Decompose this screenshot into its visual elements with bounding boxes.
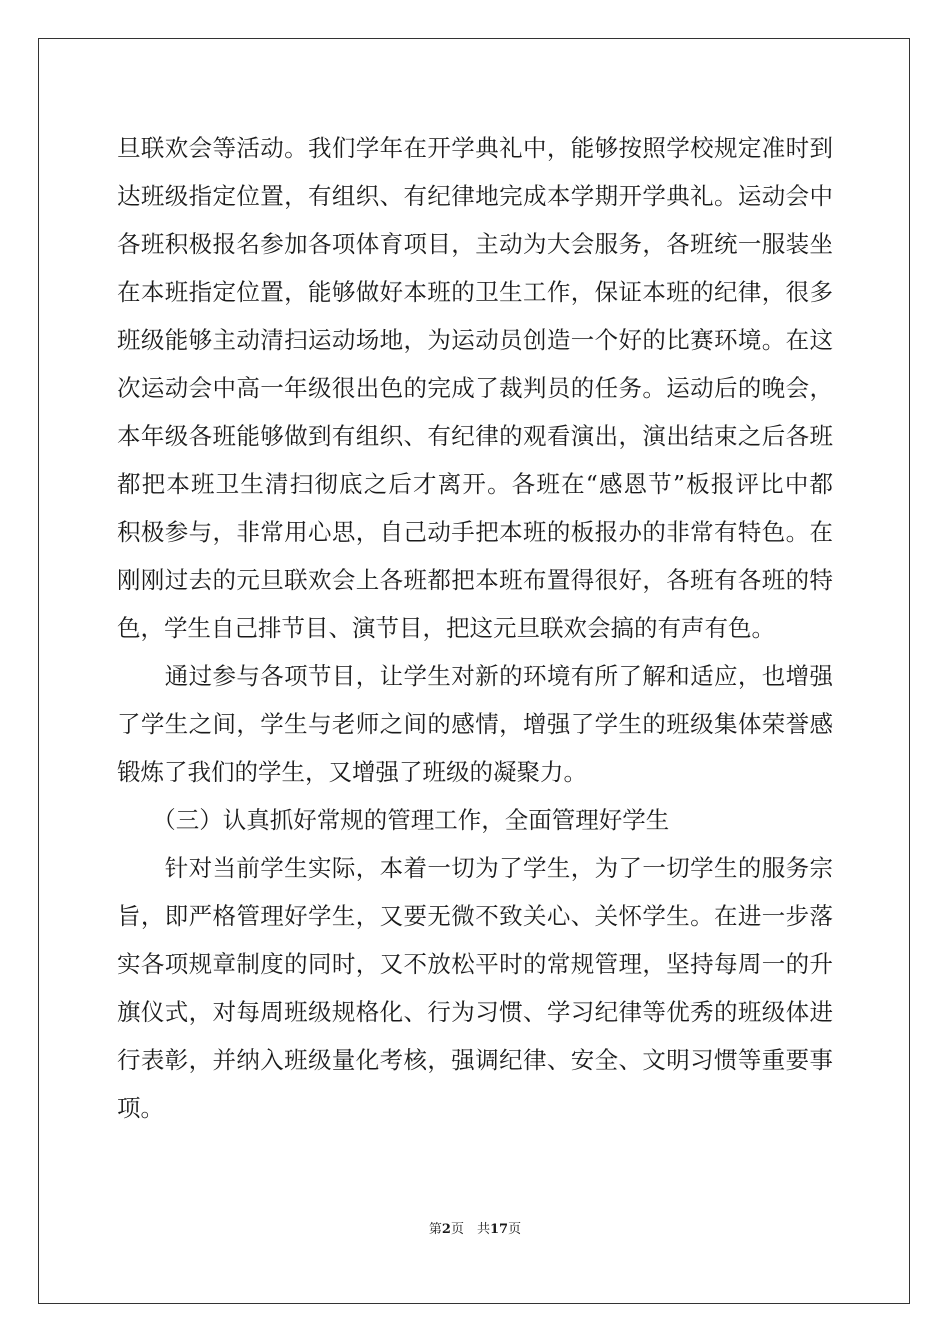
text-line: 实各项规章制度的同时，又不放松平时的常规管理，坚持每周一的升 <box>117 950 833 978</box>
section-heading: （三）认真抓好常规的管理工作，全面管理好学生 <box>117 806 670 834</box>
text-line: 本年级各班能够做到有组织、有纪律的观看演出，演出结束之后各班 <box>117 422 833 450</box>
text-line: 各班积极报名参加各项体育项目，主动为大会服务，各班统一服装坐 <box>117 230 833 258</box>
total-pages: 17 <box>489 1222 509 1237</box>
text-line: 色，学生自己排节目、演节目，把这元旦联欢会搞的有声有色。 <box>117 614 775 642</box>
document-body <box>117 124 833 1132</box>
page-number: 2 <box>441 1222 451 1237</box>
text-line: 通过参与各项节目，让学生对新的环境有所了解和适应，也增强 <box>117 662 833 690</box>
text-line: 积极参与，非常用心思，自己动手把本班的板报办的非常有特色。在 <box>117 518 833 546</box>
text-line: 了学生之间，学生与老师之间的感情，增强了学生的班级集体荣誉感 <box>117 710 833 738</box>
text-line: 都把本班卫生清扫彻底之后才离开。各班在“感恩节”板报评比中都 <box>117 470 833 498</box>
text-line: 项。 <box>117 1094 164 1122</box>
text-line: 次运动会中高一年级很出色的完成了裁判员的任务。运动后的晚会， <box>117 374 833 402</box>
text-line: 锻炼了我们的学生，又增强了班级的凝聚力。 <box>117 758 587 786</box>
text-line: 达班级指定位置，有组织、有纪律地完成本学期开学典礼。运动会中 <box>117 182 833 210</box>
footer-prefix: 第 <box>428 1222 442 1237</box>
footer-total-suffix: 页 <box>508 1222 522 1237</box>
footer-page-suffix: 页 共 <box>450 1222 490 1237</box>
text-line: 班级能够主动清扫运动场地，为运动员创造一个好的比赛环境。在这 <box>117 326 833 354</box>
text-line: 旨，即严格管理好学生，又要无微不致关心、关怀学生。在进一步落 <box>117 902 833 930</box>
text-line: 在本班指定位置，能够做好本班的卫生工作，保证本班的纪律，很多 <box>117 278 833 306</box>
text-line: 旗仪式，对每周班级规格化、行为习惯、学习纪律等优秀的班级体进 <box>117 998 833 1026</box>
text-line: 旦联欢会等活动。我们学年在开学典礼中，能够按照学校规定准时到 <box>117 134 833 162</box>
text-line: 行表彰，并纳入班级量化考核，强调纪律、安全、文明习惯等重要事 <box>117 1046 833 1074</box>
text-line: 针对当前学生实际，本着一切为了学生，为了一切学生的服务宗 <box>117 854 833 882</box>
text-line: 刚刚过去的元旦联欢会上各班都把本班布置得很好，各班有各班的特 <box>117 566 833 594</box>
page-footer <box>0 1222 950 1238</box>
